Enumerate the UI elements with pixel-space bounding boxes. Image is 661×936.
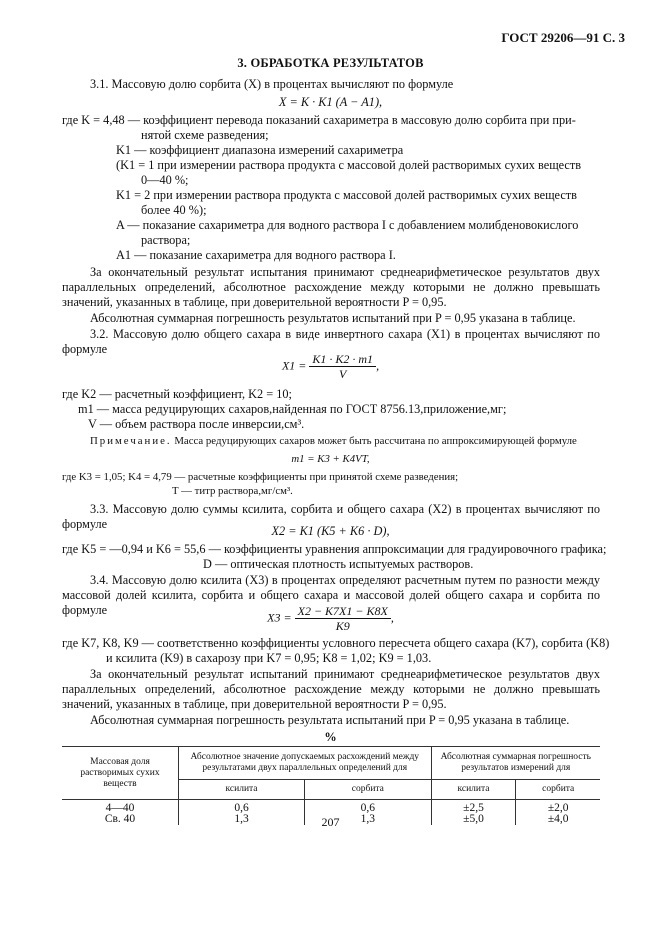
paragraph-final-result-2: За окончательный результат испытаний принимают среднеарифметическое результатов двух параллельных определений, абсолютное расхождение между которыми не должно превышать значений, указанных в таблице, при доверительной вероятности P = 0,95. <box>62 667 600 711</box>
note-label: Примечание. <box>90 435 172 447</box>
row-range: Св. 40 <box>104 813 136 825</box>
paragraph-3-3: 3.3. Массовую долю суммы ксилита, сорбита и общего сахара (X2) в процентах вычисляют по формуле <box>62 502 600 531</box>
subheader-xylitol: ксилита <box>431 780 516 800</box>
page-header: ГОСТ 29206—91 С. 3 <box>501 30 625 45</box>
where-k2: где K2 — расчетный коэффициент, K2 = 10; <box>62 387 292 401</box>
where-k5-k6: где K5 = —0,94 и K6 = 55,6 — коэффициенты уравнения аппроксимации для градуировочного графика; <box>62 542 607 556</box>
where-k: где K = 4,48 — коэффициент перевода показаний сахариметра в массовую долю сорбита при при- <box>62 113 576 127</box>
row-range: 4—40 <box>105 802 135 814</box>
where-k1: K1 — коэффициент диапазона измерений сахариметра <box>116 143 404 157</box>
paragraph-3-4: 3.4. Массовую долю ксилита (X3) в процентах определяют расчетным путем по разности между массовой долей ксилита, сорбита и общего сахара и массовой долей общего сахара и сорбита по формуле <box>62 573 600 617</box>
paragraph-final-result: За окончательный результат испытания принимают среднеарифметическое результатов двух параллельных определений, абсолютное расхождение между которыми не должно превышать значений, указанных в таблице, при доверительной вероятности P = 0,95. <box>62 265 600 309</box>
where-a: A — показание сахариметра для водного раствора I с добавлением молибденовокислого <box>116 218 579 232</box>
cell: 1,3 <box>305 814 432 825</box>
where-d: D — оптическая плотность испытуемых растворов. <box>203 557 474 571</box>
cell: 1,3 <box>179 814 305 825</box>
where-v: V — объем раствора после инверсии,см³. <box>88 417 305 431</box>
where-m1: m1 — масса редуцирующих сахаров,найденная по ГОСТ 8756.13,приложение,мг; <box>78 402 507 416</box>
table-unit: % <box>324 730 337 744</box>
subheader-sorbitol: сорбита <box>305 780 432 800</box>
formula-lhs: X3 = <box>267 610 292 625</box>
paragraph-abs-error: Абсолютная суммарная погрешность результатов испытаний при P = 0,95 указана в таблице. <box>90 311 576 325</box>
where-k-cont: нятой схеме разведения; <box>141 128 269 142</box>
where-k1-range2: K1 = 2 при измерении раствора продукта с массовой долей растворимых сухих веществ <box>116 188 577 202</box>
cell: ±5,0 <box>431 814 516 825</box>
cell: ±2,0 <box>516 800 600 815</box>
formula-xylitol <box>0 604 661 633</box>
formula-m1: m1 = K3 + K4VT, <box>291 453 370 465</box>
where-k1-range2-cont: более 40 %); <box>141 203 207 217</box>
where-k7-k9: где K7, K8, K9 — соответственно коэффициенты условного пересчета общего сахара (K7), сорбита (K8) <box>62 636 610 650</box>
col-header-tolerance: Абсолютное значение допускаемых расхождений между результатами двух параллельных определений для <box>179 747 432 780</box>
section-title: 3. ОБРАБОТКА РЕЗУЛЬТАТОВ <box>237 56 424 70</box>
note <box>90 434 601 449</box>
page-number: 207 <box>321 815 340 829</box>
where-k7-k9-values: и ксилита (K9) в сахарозу при K7 = 0,95; K8 = 1,02; K9 = 1,03. <box>106 651 432 665</box>
tolerance-table <box>62 746 600 825</box>
cell: ±2,5 <box>431 800 516 815</box>
formula-total-sugar <box>0 352 661 381</box>
fraction <box>295 604 391 633</box>
formula-sorbitol: X = K · K1 (A − A1), <box>278 95 383 109</box>
fraction <box>309 352 376 381</box>
denominator: V <box>339 367 347 381</box>
formula-tail: , <box>376 358 380 373</box>
formula-tail: , <box>390 610 394 625</box>
table-row <box>62 800 600 815</box>
where-k1-range1-cont: 0—40 %; <box>141 173 189 187</box>
paragraph-abs-error-2: Абсолютная суммарная погрешность результата испытаний при P = 0,95 указана в таблице. <box>90 713 570 727</box>
numerator: K1 · K2 · m1 <box>309 352 376 367</box>
formula-sum: X2 = K1 (K5 + K6 · D), <box>271 524 390 538</box>
paragraph-3-1: 3.1. Массовую долю сорбита (X) в процентах вычисляют по формуле <box>90 77 454 91</box>
paragraph-3-2: 3.2. Массовую долю общего сахара в виде инвертного сахара (X1) в процентах вычисляют по формуле <box>62 327 600 356</box>
where-k1-range1: (K1 = 1 при измерении раствора продукта с массовой долей растворимых сухих веществ <box>116 158 582 172</box>
where-t: T — титр раствора,мг/см³. <box>172 485 293 497</box>
cell: 0,6 <box>179 800 305 815</box>
col-header-error: Абсолютная суммарная погрешность результатов измерений для <box>431 747 600 780</box>
numerator: X2 − K7X1 − K8X <box>295 604 391 619</box>
formula-lhs: X1 = <box>281 358 307 373</box>
col-header-dry-matter: Массовая доля растворимых сухих веществ <box>62 747 179 800</box>
where-a1: A1 — показание сахариметра для водного раствора I. <box>116 248 396 262</box>
subheader-sorbitol: сорбита <box>516 780 600 800</box>
cell: 0,6 <box>305 800 432 815</box>
denominator: K9 <box>335 619 350 633</box>
note-text: Масса редуцирующих сахаров может быть рассчитана по аппроксимирующей формуле <box>174 435 577 447</box>
cell: ±4,0 <box>516 814 600 825</box>
where-a-cont: раствора; <box>141 233 191 247</box>
where-k3-k4: где K3 = 1,05; K4 = 4,79 — расчетные коэффициенты при принятой схеме разведения; <box>62 471 459 483</box>
subheader-xylitol: ксилита <box>179 780 305 800</box>
